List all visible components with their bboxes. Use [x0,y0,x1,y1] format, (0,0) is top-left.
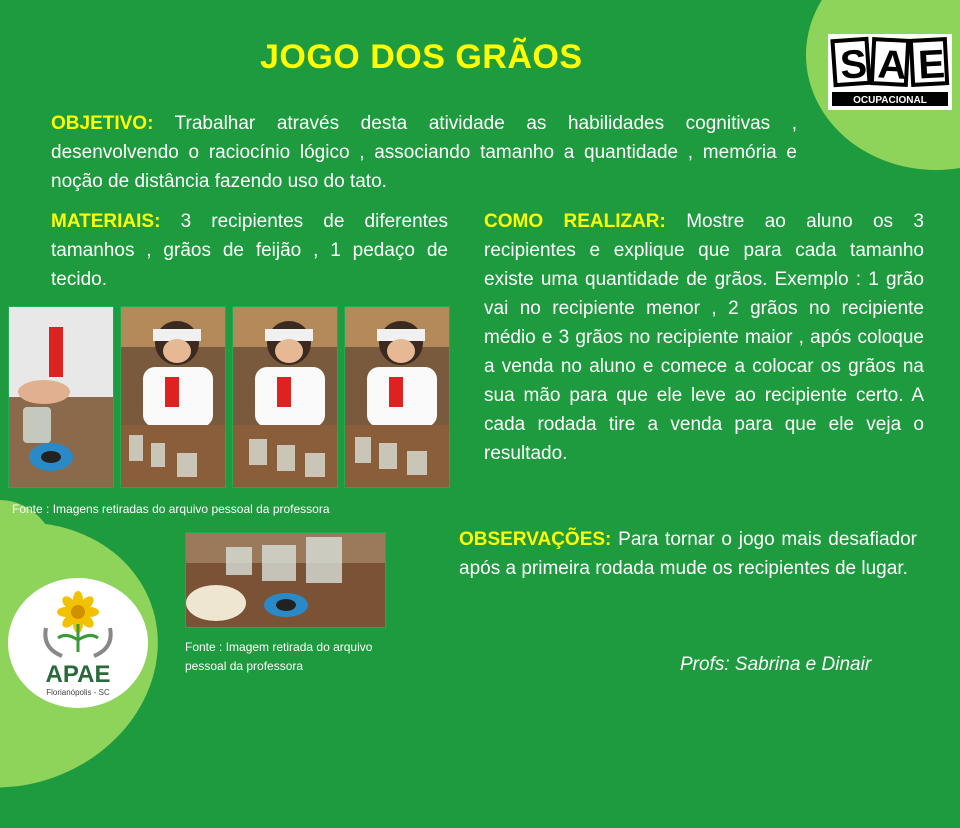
materiais-text: 3 recipientes de diferentes tamanhos , grãos de feijão , 1 pedaço de tecido. [51,211,448,290]
photo-hands-grains [8,306,114,488]
observacoes-paragraph [459,525,917,583]
apae-city: Florianópolis - SC [46,688,110,697]
apae-logo [8,578,148,708]
page-title: JOGO DOS GRÃOS [260,38,583,76]
photo-blindfold-1 [120,306,226,488]
observacoes-label: OBSERVAÇÕES: [459,529,612,550]
sae-letter-e: E [917,42,946,88]
photo-blindfold-2 [232,306,338,488]
fonte-imagens-caption: Fonte : Imagens retiradas do arquivo pessoal da professora [12,502,330,516]
como-realizar-paragraph [484,207,924,468]
materiais-paragraph [51,207,448,294]
como-realizar-label: COMO REALIZAR: [484,211,666,232]
author-credit: Profs: Sabrina e Dinair [680,654,872,675]
sae-subtitle: OCUPACIONAL [853,95,927,106]
sae-letter-a: A [876,42,908,88]
photo-blindfold-3 [344,306,450,488]
photo-materials [185,532,386,628]
apae-name: APAE [45,661,111,688]
observacoes-text: Para tornar o jogo mais desafiador após a primeira rodada mude os recipientes de lugar. [459,529,918,579]
sae-logo [828,34,952,110]
sae-letter-s: S [838,41,869,88]
como-realizar-text: Mostre ao aluno os 3 recipientes e explique que para cada tamanho existe uma quantidade de grãos. Exemplo : 1 grão vai no recipiente menor , 2 grãos no recipiente médio e 3 grãos no recipiente maior , após coloque a venda no aluno e comece a colocar os grãos na sua mão para que ele leve ao recipiente certo. A cada rodada tire a venda para que ele veja o resultado. [484,211,924,464]
objetivo-label: OBJETIVO: [51,113,154,134]
objetivo-paragraph [51,109,797,196]
materiais-label: MATERIAIS: [51,211,161,232]
objetivo-text: Trabalhar através desta atividade as habilidades cognitivas , desenvolvendo o raciocínio lógico , associando tamanho a quantidade , memória e noção de distância fazendo uso do tato. [51,113,798,192]
fonte-imagem-caption: Fonte : Imagem retirada do arquivo pessoal da professora [185,640,373,673]
